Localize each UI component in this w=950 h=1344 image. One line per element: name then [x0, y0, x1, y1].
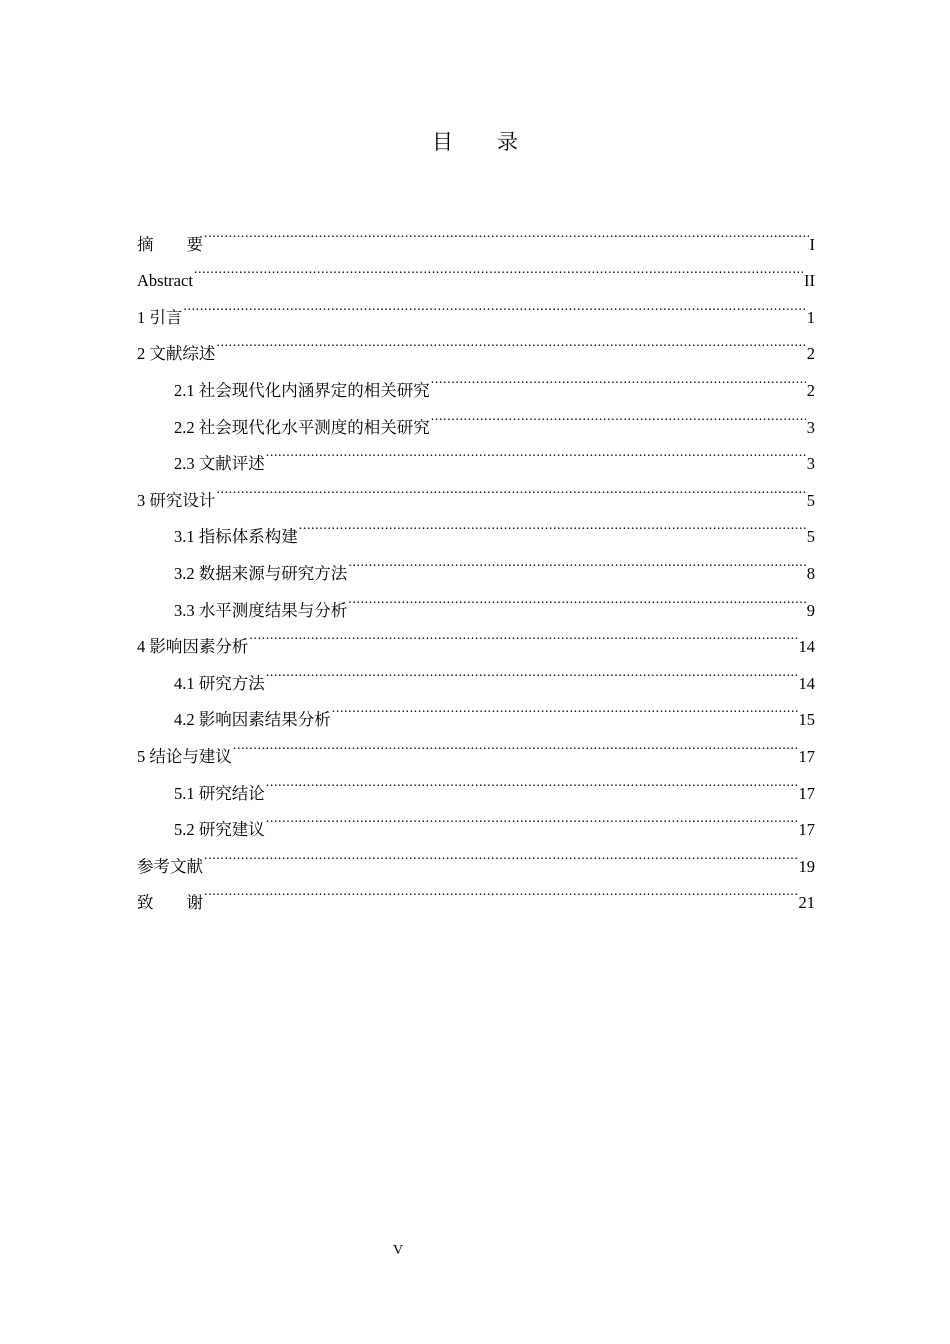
toc-entry-label: 4.1 研究方法 — [174, 673, 265, 693]
toc-entry-label: 2.1 社会现代化内涵界定的相关研究 — [174, 380, 430, 400]
title-left-char: 目 — [432, 130, 453, 154]
dot-leader — [249, 616, 797, 653]
toc-entry-label: 3.3 水平测度结果与分析 — [174, 600, 348, 620]
toc-entry-page-number: 5 — [806, 490, 815, 510]
dot-leader — [266, 762, 798, 799]
toc-entry-label: 5 结论与建议 — [137, 746, 232, 766]
title-right-char: 录 — [497, 130, 518, 154]
table-of-contents — [137, 213, 815, 913]
toc-entry-label: 4.2 影响因素结果分析 — [174, 710, 331, 730]
dot-leader — [266, 433, 806, 470]
dot-leader — [233, 725, 798, 762]
dot-leader — [204, 213, 809, 250]
toc-entry-page-number: 17 — [798, 746, 815, 766]
toc-entry-page-number: 8 — [806, 563, 815, 583]
toc-entry[interactable] — [137, 250, 815, 291]
toc-entry[interactable] — [137, 213, 815, 254]
toc-entry-page-number: 3 — [806, 417, 815, 437]
toc-entry-label: 5.2 研究建议 — [174, 820, 265, 840]
toc-entry-page-number: 19 — [798, 856, 815, 876]
toc-entry[interactable] — [137, 872, 815, 913]
dot-leader — [332, 689, 798, 726]
toc-entry-label: 5.1 研究结论 — [174, 783, 265, 803]
toc-entry-page-number: 2 — [806, 344, 815, 364]
toc-entry-page-number: 17 — [798, 783, 815, 803]
toc-entry[interactable] — [137, 359, 815, 400]
toc-entry-label-part: 谢 — [186, 893, 203, 913]
toc-entry-label: 参考文献 — [137, 856, 203, 876]
toc-entry[interactable] — [137, 286, 815, 327]
toc-entry-page-number: 9 — [806, 600, 815, 620]
dot-leader — [204, 872, 798, 909]
toc-entry-page-number: 3 — [806, 454, 815, 474]
toc-entry-page-number: 2 — [806, 380, 815, 400]
dot-leader — [216, 469, 805, 506]
toc-entry-label: 2.3 文献评述 — [174, 454, 265, 474]
toc-entry-label-part: 致 — [137, 893, 154, 913]
toc-entry-label: Abstract — [137, 271, 193, 291]
toc-entry-page-number: II — [804, 271, 815, 291]
dot-leader — [183, 286, 805, 323]
toc-entry[interactable] — [137, 762, 815, 803]
toc-entry-page-number: 14 — [798, 673, 815, 693]
dot-leader — [216, 323, 805, 360]
dot-leader — [348, 542, 806, 579]
toc-entry-page-number: 1 — [806, 307, 815, 327]
toc-entry-label-part: 要 — [186, 234, 203, 254]
dot-leader — [431, 396, 806, 433]
toc-entry-label: 2.2 社会现代化水平测度的相关研究 — [174, 417, 430, 437]
toc-entry-label: 4 影响因素分析 — [137, 637, 249, 657]
page-number: V — [392, 1243, 404, 1258]
dot-leader — [204, 835, 798, 872]
dot-leader — [266, 799, 798, 836]
dot-leader — [266, 652, 798, 689]
dot-leader — [194, 250, 803, 287]
page-title — [0, 126, 950, 156]
toc-entry-label — [137, 885, 203, 922]
toc-entry-page-number: 17 — [798, 820, 815, 840]
toc-entry[interactable] — [137, 725, 815, 766]
toc-entry-label: 3.1 指标体系构建 — [174, 527, 298, 547]
toc-entry-page-number: 14 — [798, 637, 815, 657]
toc-entry-label-part: 摘 — [137, 234, 154, 254]
dot-leader — [431, 359, 806, 396]
dot-leader — [299, 506, 806, 543]
toc-entry-page-number: 5 — [806, 527, 815, 547]
toc-entry[interactable] — [137, 323, 815, 364]
toc-entry-label: 1 引言 — [137, 307, 183, 327]
toc-entry-label: 2 文献综述 — [137, 344, 216, 364]
toc-entry-page-number: 15 — [798, 710, 815, 730]
toc-entry-page-number: I — [809, 234, 815, 254]
dot-leader — [348, 579, 806, 616]
toc-entry-label: 3.2 数据来源与研究方法 — [174, 563, 348, 583]
toc-entry-label: 3 研究设计 — [137, 490, 216, 510]
toc-entry[interactable] — [137, 506, 815, 547]
toc-entry-page-number: 21 — [798, 893, 815, 913]
toc-entry[interactable] — [137, 469, 815, 510]
toc-entry[interactable] — [137, 835, 815, 876]
